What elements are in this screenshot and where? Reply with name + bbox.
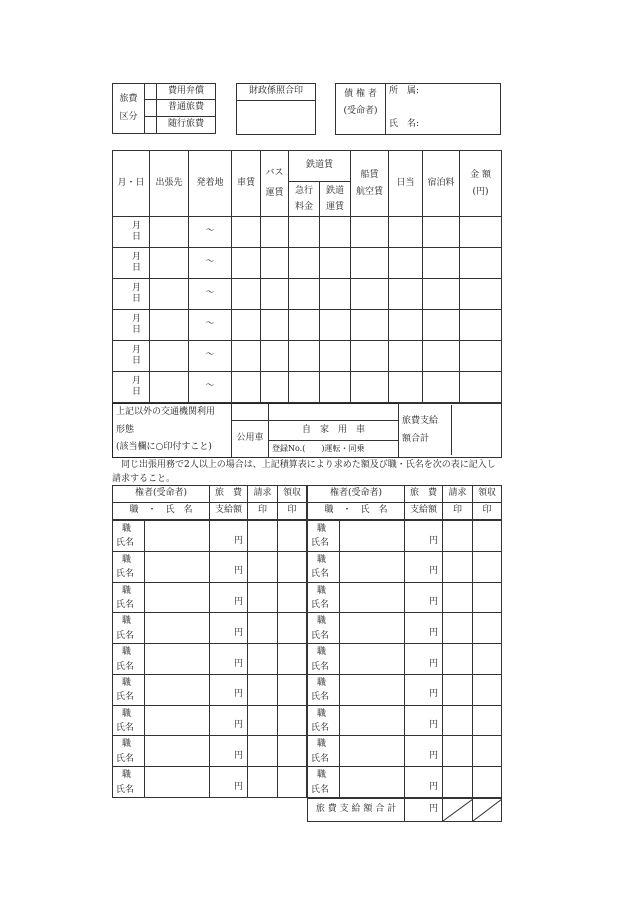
- position-name-label: 職 氏名: [113, 644, 145, 675]
- cell[interactable]: [232, 341, 261, 372]
- table-row: [113, 279, 502, 310]
- header-lodging: 宿泊料: [423, 151, 460, 217]
- cell[interactable]: [320, 372, 351, 403]
- receipt-seal[interactable]: [473, 736, 502, 767]
- receipt-seal[interactable]: [278, 767, 307, 798]
- total-payment-area: [399, 404, 502, 458]
- header-ship-air-fare: 船賃 航空賃: [351, 151, 389, 217]
- payee-row: [113, 521, 307, 552]
- request-seal[interactable]: [443, 582, 473, 613]
- position-name-header: 職 ・ 氏 名: [113, 503, 210, 520]
- request-seal[interactable]: [248, 521, 278, 552]
- position-name-label: 職 氏名: [308, 736, 340, 767]
- cell[interactable]: [232, 248, 261, 279]
- grand-total-slash-2: [473, 799, 502, 822]
- cell[interactable]: [460, 279, 502, 310]
- cell[interactable]: [389, 372, 423, 403]
- cell[interactable]: [261, 248, 289, 279]
- position-name-input[interactable]: [145, 613, 210, 644]
- receipt-seal-header: 印: [278, 503, 307, 520]
- creditor-header: 権者(受命者): [113, 486, 210, 503]
- payee-row: [308, 521, 502, 552]
- cell[interactable]: [460, 248, 502, 279]
- payee-row: [113, 582, 307, 613]
- cell[interactable]: [232, 279, 261, 310]
- other-transport-section: [112, 403, 502, 458]
- payment-amount[interactable]: 円: [210, 582, 248, 613]
- position-name-label: 職 氏名: [308, 767, 340, 798]
- receipt-seal-header: 印: [473, 503, 502, 520]
- cell[interactable]: [232, 310, 261, 341]
- affiliation-label: 所 属:: [389, 86, 420, 96]
- other-transport-label: 上記以外の交通機関利用 形態 (該当欄に○印付すこと): [113, 404, 232, 458]
- cell[interactable]: [261, 341, 289, 372]
- cell[interactable]: [460, 310, 502, 341]
- finance-seal-box: [236, 83, 316, 135]
- destination-cell[interactable]: [150, 310, 189, 341]
- payee-row: [113, 674, 307, 705]
- route-cell[interactable]: ～: [189, 217, 232, 248]
- name-label: 氏 名:: [389, 119, 420, 129]
- request-seal[interactable]: [443, 521, 473, 552]
- header-departure-arrival: 発着地: [189, 151, 232, 217]
- header-destination: 出張先: [150, 151, 189, 217]
- payment-amount[interactable]: 円: [405, 551, 443, 582]
- table-row: [113, 217, 502, 248]
- position-name-input[interactable]: [145, 736, 210, 767]
- cell[interactable]: [289, 248, 320, 279]
- creditor-header: 権者(受命者): [308, 486, 405, 503]
- finance-seal-area[interactable]: [237, 101, 316, 135]
- receipt-header: 領収: [278, 486, 307, 503]
- route-cell[interactable]: ～: [189, 248, 232, 279]
- instruction-note: 同じ出張用務で2人以上の場合は、上記積算表により求めた額及び職・氏名を次の表に記入し請求すること。: [112, 460, 496, 484]
- cell[interactable]: [351, 248, 389, 279]
- travel-category-box: [112, 83, 216, 134]
- request-header: 請求: [248, 486, 278, 503]
- travel-category-label: 旅費 区分: [113, 84, 145, 134]
- receipt-seal[interactable]: [278, 674, 307, 705]
- category-checkbox-3[interactable]: [145, 117, 157, 134]
- travel-calc-table: [112, 150, 502, 403]
- payment-amount[interactable]: 円: [405, 613, 443, 644]
- position-name-input[interactable]: [145, 674, 210, 705]
- creditor-box: [335, 83, 501, 135]
- cell[interactable]: [261, 310, 289, 341]
- payment-amount[interactable]: 円: [210, 736, 248, 767]
- cell[interactable]: [460, 341, 502, 372]
- header-daily-allowance: 日当: [389, 151, 423, 217]
- cell[interactable]: [389, 341, 423, 372]
- finance-seal-label: 財政係照合印: [237, 84, 316, 101]
- payment-amount[interactable]: 円: [405, 736, 443, 767]
- position-name-input[interactable]: [340, 705, 405, 736]
- receipt-seal[interactable]: [278, 551, 307, 582]
- cell[interactable]: [423, 248, 460, 279]
- receipt-seal[interactable]: [278, 705, 307, 736]
- position-name-input[interactable]: [340, 736, 405, 767]
- position-name-label: 職 氏名: [113, 705, 145, 736]
- date-cell[interactable]: 月 日: [113, 248, 150, 279]
- receipt-seal[interactable]: [473, 582, 502, 613]
- total-payment-label: 旅費支給 額合計: [399, 405, 452, 455]
- request-header: 請求: [443, 486, 473, 503]
- position-name-label: 職 氏名: [113, 613, 145, 644]
- request-seal[interactable]: [443, 613, 473, 644]
- destination-cell[interactable]: [150, 248, 189, 279]
- position-name-input[interactable]: [340, 644, 405, 675]
- position-name-input[interactable]: [340, 613, 405, 644]
- payment-amount[interactable]: 円: [210, 521, 248, 552]
- cell[interactable]: [460, 217, 502, 248]
- payee-row: [308, 613, 502, 644]
- registration-field[interactable]: 登録No.( )運転・同乗: [269, 440, 399, 457]
- request-seal[interactable]: [248, 582, 278, 613]
- cell[interactable]: [351, 217, 389, 248]
- payee-row: [113, 767, 307, 798]
- payee-row: [113, 613, 307, 644]
- cell[interactable]: [289, 341, 320, 372]
- payment-amount[interactable]: 円: [405, 767, 443, 798]
- position-name-label: 職 氏名: [113, 582, 145, 613]
- cell[interactable]: [289, 310, 320, 341]
- position-name-label: 職 氏名: [308, 551, 340, 582]
- position-name-input[interactable]: [145, 582, 210, 613]
- route-cell[interactable]: ～: [189, 341, 232, 372]
- cell[interactable]: [423, 341, 460, 372]
- cell[interactable]: [423, 310, 460, 341]
- destination-cell[interactable]: [150, 372, 189, 403]
- receipt-header: 領収: [473, 486, 502, 503]
- grand-total-row: [307, 798, 502, 822]
- position-name-label: 職 氏名: [308, 674, 340, 705]
- position-name-input[interactable]: [340, 521, 405, 552]
- receipt-seal[interactable]: [473, 613, 502, 644]
- request-seal-header: 印: [443, 503, 473, 520]
- payment-amount[interactable]: 円: [210, 705, 248, 736]
- request-seal[interactable]: [248, 674, 278, 705]
- receipt-seal[interactable]: [473, 767, 502, 798]
- header-rail-fare-sub: 鉄道 運賃: [320, 182, 351, 217]
- table-row: [113, 248, 502, 279]
- receipt-seal[interactable]: [473, 551, 502, 582]
- request-seal[interactable]: [443, 705, 473, 736]
- payment-amount[interactable]: 円: [210, 674, 248, 705]
- request-seal[interactable]: [248, 767, 278, 798]
- receipt-seal[interactable]: [473, 705, 502, 736]
- position-name-label: 職 氏名: [113, 674, 145, 705]
- payee-row: [113, 551, 307, 582]
- cell[interactable]: [389, 217, 423, 248]
- cell[interactable]: [351, 310, 389, 341]
- cell[interactable]: [423, 217, 460, 248]
- cell[interactable]: [389, 248, 423, 279]
- cell[interactable]: [232, 217, 261, 248]
- cell[interactable]: [460, 372, 502, 403]
- payment-amount[interactable]: 円: [405, 705, 443, 736]
- category-ordinary-travel: 普通旅費: [157, 100, 216, 117]
- receipt-seal[interactable]: [278, 582, 307, 613]
- cell[interactable]: [351, 341, 389, 372]
- payee-row: [113, 705, 307, 736]
- header-date: 月・日: [113, 151, 150, 217]
- payment-amount[interactable]: 円: [210, 644, 248, 675]
- request-seal[interactable]: [443, 736, 473, 767]
- header-rail-fare: 鉄道賃: [289, 151, 351, 182]
- header-bus-fare: バス 運賃: [261, 151, 289, 217]
- private-car-option[interactable]: 自 家 用 車: [269, 421, 399, 441]
- receipt-seal[interactable]: [278, 613, 307, 644]
- total-payment-value[interactable]: [452, 405, 501, 455]
- payment-amount[interactable]: 円: [405, 644, 443, 675]
- route-cell[interactable]: ～: [189, 310, 232, 341]
- payee-table-right: [307, 485, 502, 822]
- travel-header: 旅 費: [405, 486, 443, 503]
- payment-header: 支給額: [405, 503, 443, 520]
- payment-amount[interactable]: 円: [405, 582, 443, 613]
- public-car-option[interactable]: 公用車: [232, 421, 269, 458]
- destination-cell[interactable]: [150, 217, 189, 248]
- table-row: [113, 341, 502, 372]
- category-checkbox-2[interactable]: [145, 100, 157, 117]
- request-seal[interactable]: [443, 767, 473, 798]
- position-name-input[interactable]: [145, 551, 210, 582]
- cell[interactable]: [351, 279, 389, 310]
- cell[interactable]: [320, 310, 351, 341]
- creditor-label: 債 権 者 (受命者): [336, 84, 386, 135]
- position-name-label: 職 氏名: [308, 582, 340, 613]
- route-cell[interactable]: ～: [189, 279, 232, 310]
- cell[interactable]: [261, 279, 289, 310]
- position-name-input[interactable]: [340, 582, 405, 613]
- payment-amount[interactable]: 円: [210, 613, 248, 644]
- receipt-seal[interactable]: [278, 521, 307, 552]
- cell[interactable]: [232, 372, 261, 403]
- grand-total-slash-1: [443, 799, 473, 822]
- position-name-label: 職 氏名: [308, 644, 340, 675]
- receipt-seal[interactable]: [278, 736, 307, 767]
- request-seal[interactable]: [443, 674, 473, 705]
- date-cell[interactable]: 月 日: [113, 217, 150, 248]
- payee-row: [308, 705, 502, 736]
- category-expense-reimbursement: 費用弁償: [157, 84, 216, 100]
- receipt-seal[interactable]: [473, 521, 502, 552]
- payment-amount[interactable]: 円: [210, 551, 248, 582]
- position-name-label: 職 氏名: [308, 613, 340, 644]
- date-cell[interactable]: 月 日: [113, 310, 150, 341]
- cell[interactable]: [320, 217, 351, 248]
- position-name-label: 職 氏名: [308, 521, 340, 552]
- position-name-input[interactable]: [340, 767, 405, 798]
- destination-cell[interactable]: [150, 341, 189, 372]
- cell[interactable]: [261, 217, 289, 248]
- header-express-fee: 急行 料金: [289, 182, 320, 217]
- travel-header: 旅 費: [210, 486, 248, 503]
- receipt-seal[interactable]: [278, 644, 307, 675]
- position-name-label: 職 氏名: [113, 767, 145, 798]
- position-name-label: 職 氏名: [308, 705, 340, 736]
- request-seal[interactable]: [248, 736, 278, 767]
- receipt-seal[interactable]: [473, 674, 502, 705]
- payee-row: [308, 674, 502, 705]
- category-accompanying-travel: 随行旅費: [157, 117, 216, 134]
- payee-table-left: [112, 485, 307, 798]
- header-amount: 金 額 (円): [460, 151, 502, 217]
- category-checkbox-1[interactable]: [145, 84, 157, 100]
- payment-amount[interactable]: 円: [210, 767, 248, 798]
- cell[interactable]: [289, 217, 320, 248]
- position-name-input[interactable]: [145, 644, 210, 675]
- cell[interactable]: [320, 248, 351, 279]
- payee-row: [308, 551, 502, 582]
- position-name-label: 職 氏名: [113, 551, 145, 582]
- payment-amount[interactable]: 円: [405, 521, 443, 552]
- request-seal[interactable]: [248, 705, 278, 736]
- request-seal[interactable]: [248, 644, 278, 675]
- grand-total-label: 旅 費 支 給 額 合 計: [308, 799, 405, 822]
- position-name-input[interactable]: [145, 705, 210, 736]
- cell[interactable]: [289, 279, 320, 310]
- cell[interactable]: [423, 279, 460, 310]
- grand-total-amount[interactable]: 円: [405, 799, 443, 822]
- request-seal-header: 印: [248, 503, 278, 520]
- position-name-input[interactable]: [145, 767, 210, 798]
- payee-row: [113, 736, 307, 767]
- cell[interactable]: [389, 279, 423, 310]
- position-name-label: 職 氏名: [113, 736, 145, 767]
- position-name-header: 職 ・ 氏 名: [308, 503, 405, 520]
- cell[interactable]: [351, 372, 389, 403]
- spacer: [232, 404, 269, 421]
- date-cell[interactable]: 月 日: [113, 372, 150, 403]
- cell[interactable]: [320, 341, 351, 372]
- position-name-input[interactable]: [340, 551, 405, 582]
- payee-row: [308, 736, 502, 767]
- payment-header: 支給額: [210, 503, 248, 520]
- receipt-seal[interactable]: [473, 644, 502, 675]
- cell[interactable]: [423, 372, 460, 403]
- spacer: [269, 404, 399, 421]
- table-row: [113, 310, 502, 341]
- payee-row: [308, 582, 502, 613]
- position-name-input[interactable]: [145, 521, 210, 552]
- payee-row: [308, 767, 502, 798]
- payment-amount[interactable]: 円: [405, 674, 443, 705]
- payee-row: [308, 644, 502, 675]
- destination-cell[interactable]: [150, 279, 189, 310]
- table-row: [113, 372, 502, 403]
- request-seal[interactable]: [443, 644, 473, 675]
- payee-row: [113, 644, 307, 675]
- creditor-fields[interactable]: [386, 84, 501, 135]
- position-name-label: 職 氏名: [113, 521, 145, 552]
- cell[interactable]: [289, 372, 320, 403]
- date-cell[interactable]: 月 日: [113, 341, 150, 372]
- header-car-fare: 車賃: [232, 151, 261, 217]
- route-cell[interactable]: ～: [189, 372, 232, 403]
- request-seal[interactable]: [248, 551, 278, 582]
- request-seal[interactable]: [443, 551, 473, 582]
- cell[interactable]: [320, 279, 351, 310]
- cell[interactable]: [261, 372, 289, 403]
- request-seal[interactable]: [248, 613, 278, 644]
- cell[interactable]: [389, 310, 423, 341]
- date-cell[interactable]: 月 日: [113, 279, 150, 310]
- position-name-input[interactable]: [340, 674, 405, 705]
